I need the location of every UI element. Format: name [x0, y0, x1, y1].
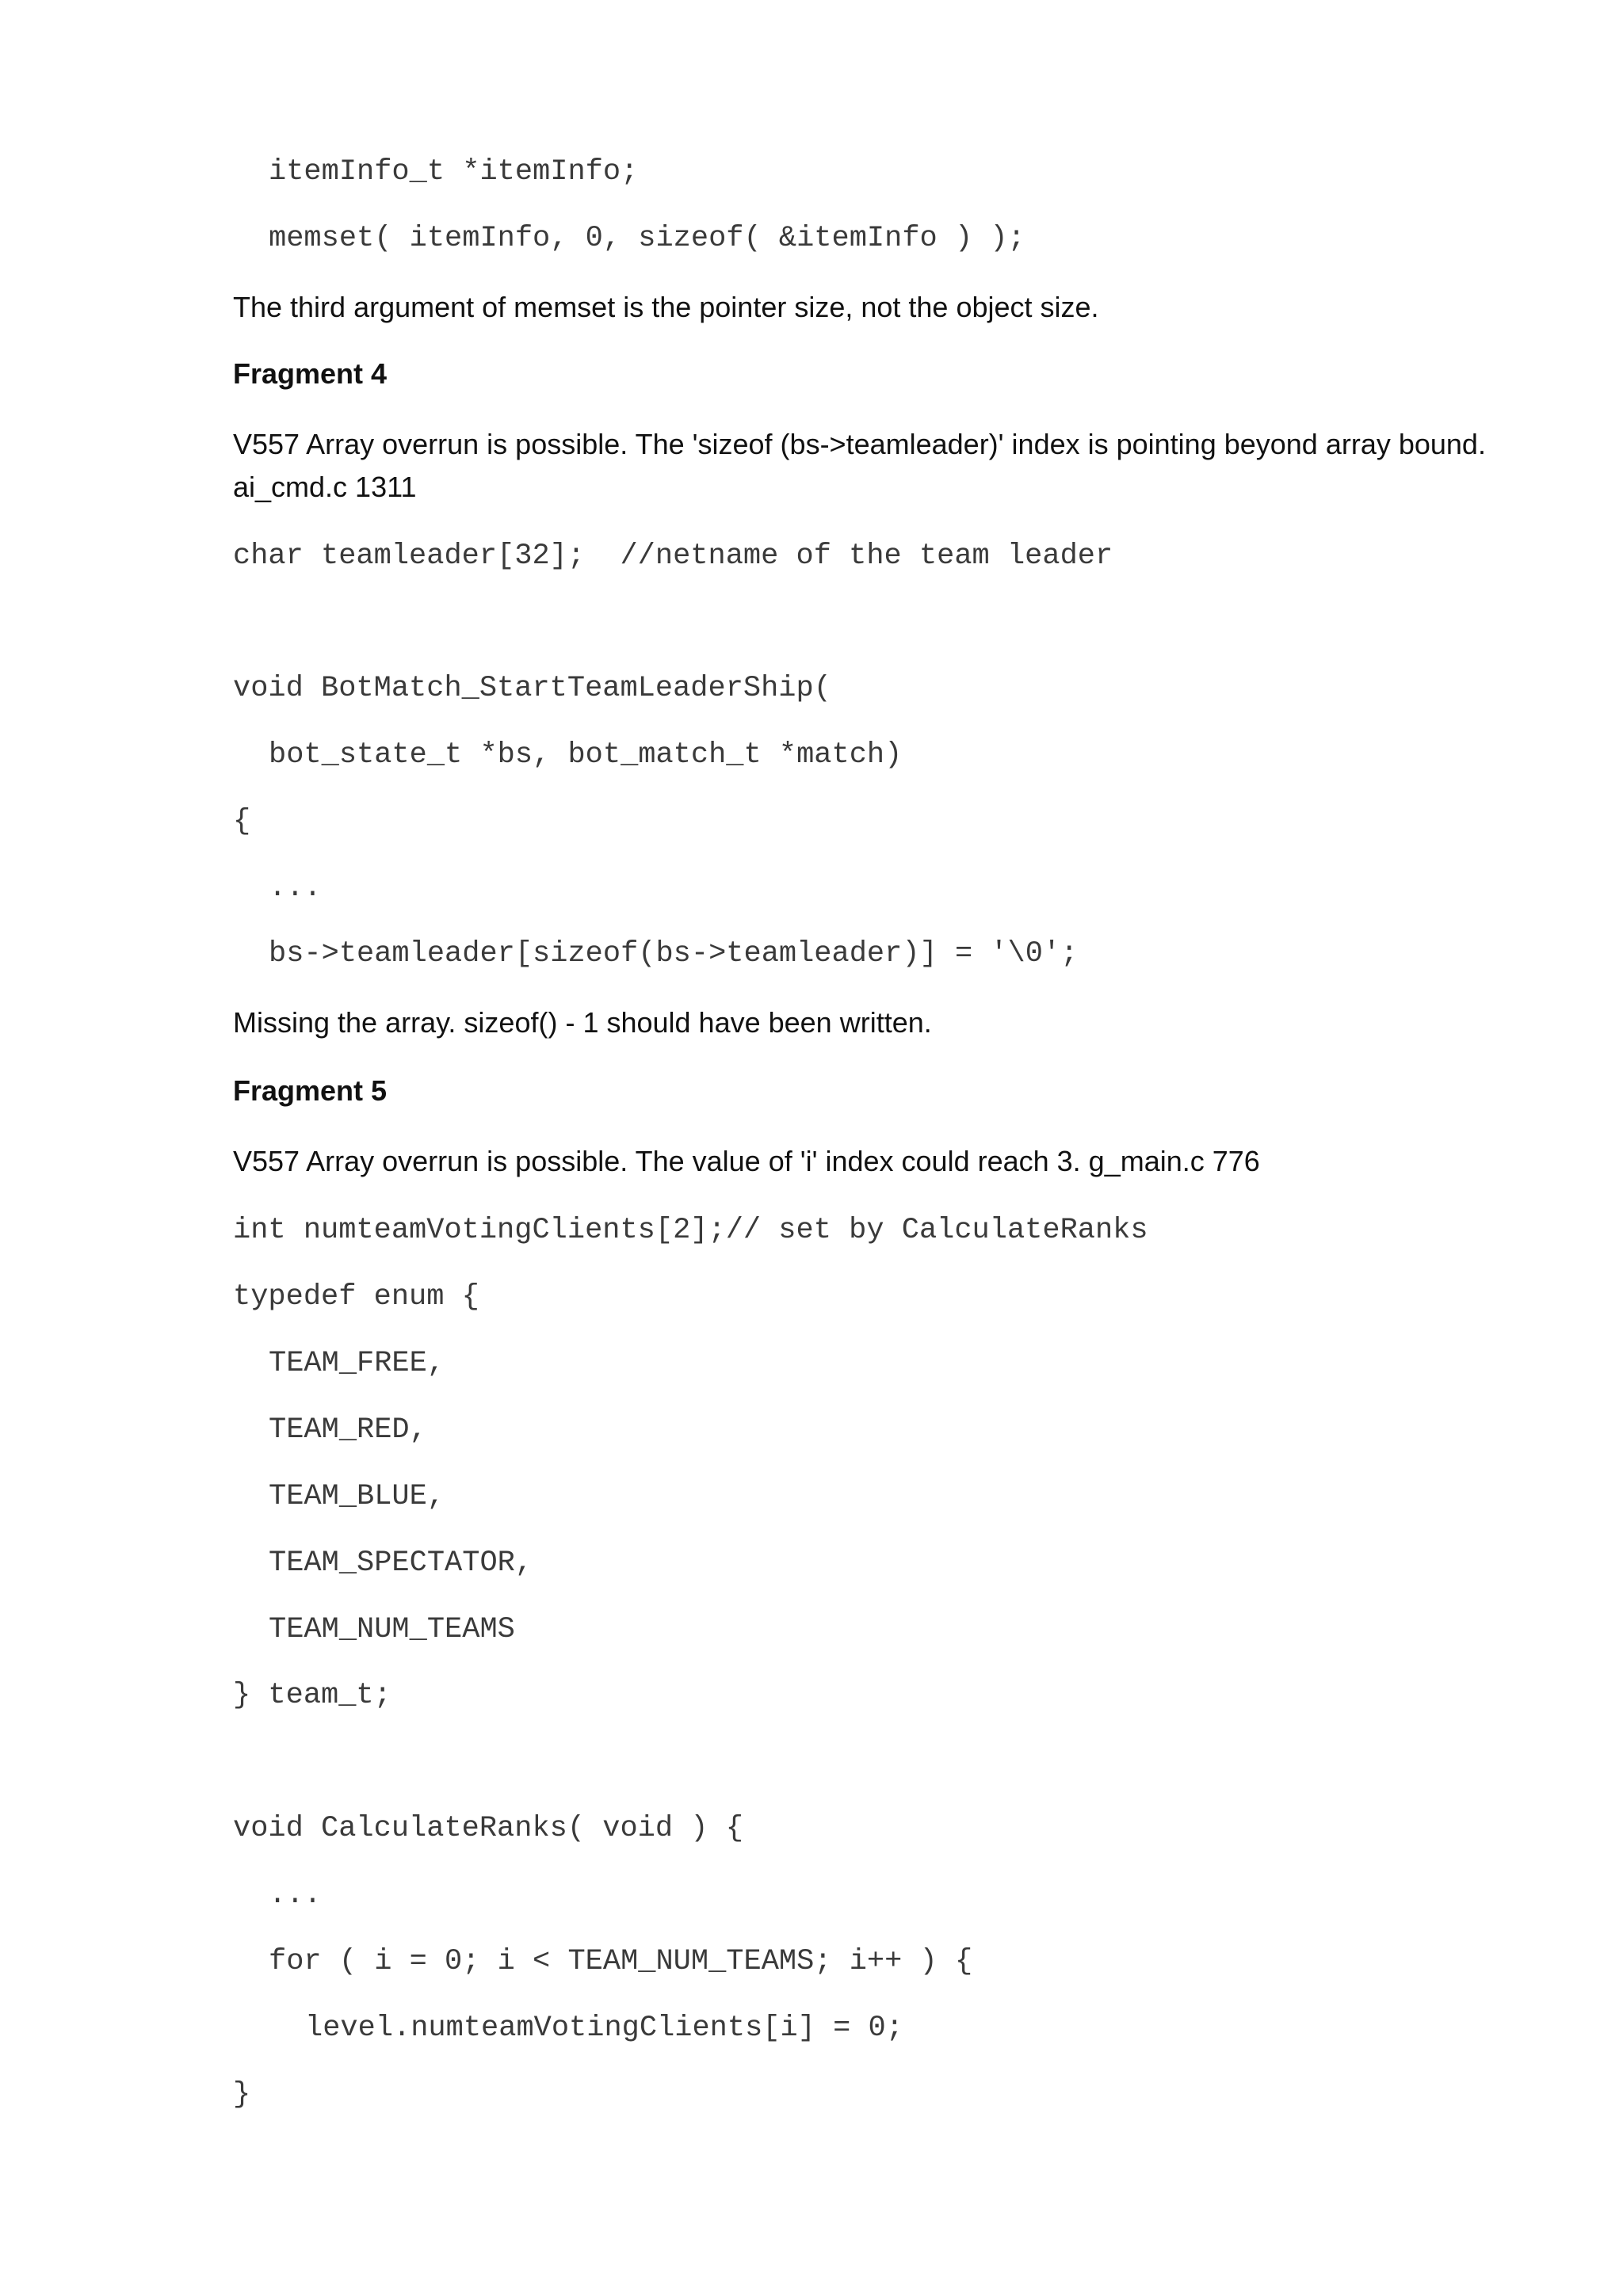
section-heading: Fragment 5 [233, 1074, 388, 1107]
body-text: Missing the array. sizeof() - 1 should have been written. [233, 1006, 932, 1039]
code-line: { [233, 805, 251, 838]
body-text: The third argument of memset is the pointer size, not the object size. [233, 291, 1099, 323]
section-heading: Fragment 4 [233, 357, 388, 390]
code-line: bs->teamleader[sizeof(bs->teamleader)] = '\0'; [269, 937, 1079, 971]
code-line: ... [269, 871, 322, 905]
code-line: bot_state_t *bs, bot_match_t *match) [269, 738, 903, 772]
code-line: void CalculateRanks( void ) { [233, 1812, 743, 1845]
code-line: TEAM_SPECTATOR, [269, 1547, 533, 1580]
code-line: TEAM_FREE, [269, 1347, 445, 1380]
warning-text: V557 Array overrun is possible. The 'sizeof (bs->teamleader)' index is pointing beyond array bound. [233, 428, 1486, 460]
code-line: for ( i = 0; i < TEAM_NUM_TEAMS; i++ ) { [269, 1945, 973, 1978]
code-line: typedef enum { [233, 1280, 479, 1314]
code-line: char teamleader[32]; //netname of the team leader [233, 540, 1113, 573]
code-line: TEAM_BLUE, [269, 1480, 445, 1513]
code-line: int numteamVotingClients[2];// set by CalculateRanks [233, 1214, 1148, 1247]
code-line: memset( itemInfo, 0, sizeof( &itemInfo ) ); [269, 222, 1025, 255]
code-line: } [233, 2078, 251, 2111]
code-line: level.numteamVotingClients[i] = 0; [305, 2012, 903, 2045]
code-line: itemInfo_t *itemInfo; [269, 155, 639, 189]
code-line: TEAM_NUM_TEAMS [269, 1613, 515, 1646]
warning-text: V557 Array overrun is possible. The value of 'i' index could reach 3. g_main.c 776 [233, 1145, 1260, 1177]
code-line: void BotMatch_StartTeamLeaderShip( [233, 672, 831, 705]
code-line: TEAM_RED, [269, 1413, 427, 1447]
warning-text: ai_cmd.c 1311 [233, 471, 417, 503]
code-line: ... [269, 1878, 322, 1912]
code-line: } team_t; [233, 1679, 391, 1712]
